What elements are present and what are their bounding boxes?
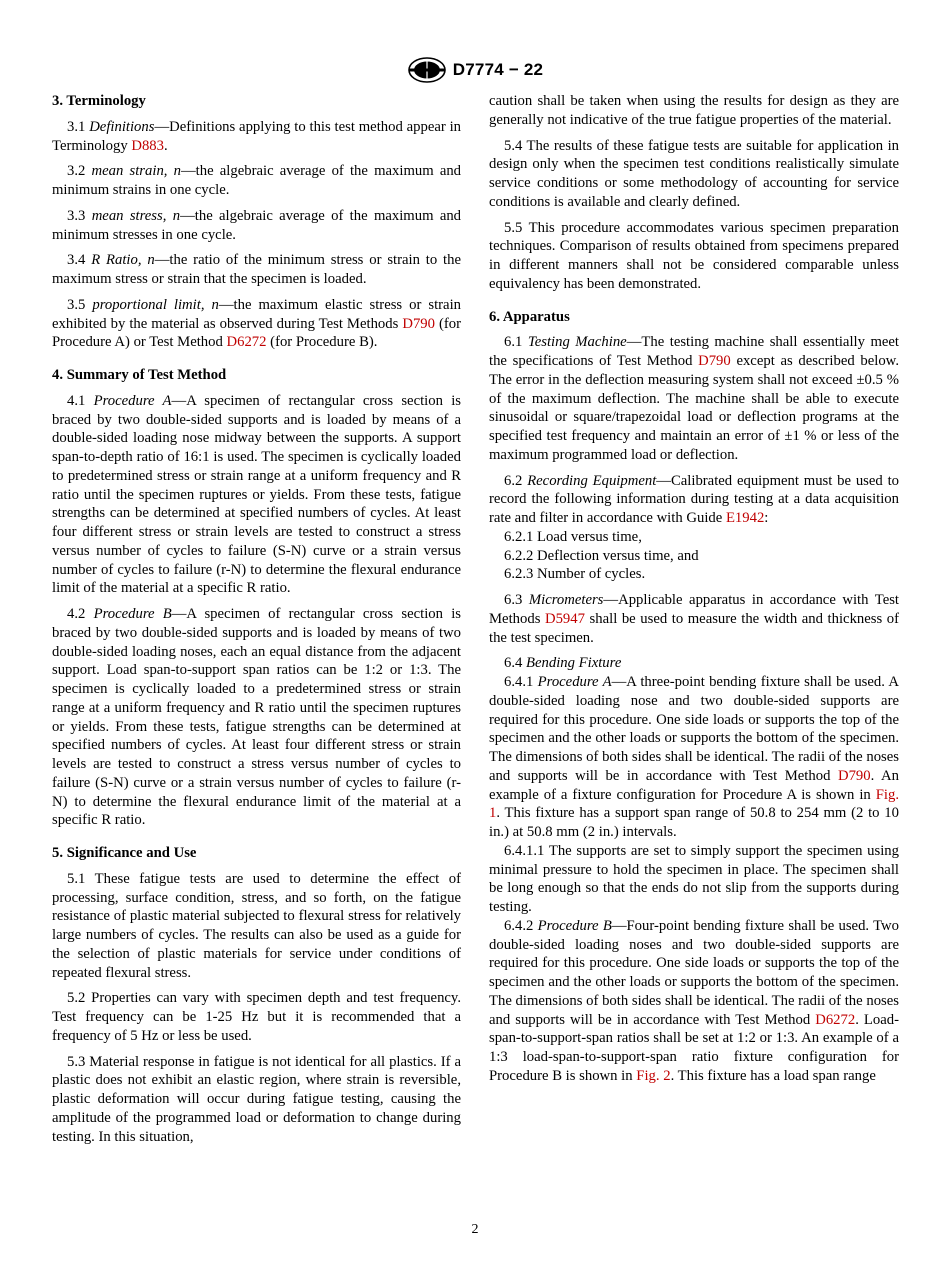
paragraph-5-3-continued: caution shall be taken when using the results for design as they are generally not indicative of the true fatigue properties of the material. (489, 93, 899, 128)
reference-link-d883[interactable]: D883 (131, 137, 164, 154)
paragraph-5-3: 5.3 Material response in fatigue is not identical for all plastics. If a plastic does not exhibit an elastic region, where strain is reversible, plastic deformation will occur during fatigue testing, causing the amplitude of the programmed load or deformation to change during testing. In this situation, (52, 1053, 461, 1145)
figure-link-fig-2[interactable]: Fig. 2 (636, 1067, 671, 1084)
paragraph-6-2-3: 6.2.3 Number of cycles. (504, 566, 646, 583)
reference-link-d6272[interactable]: D6272 (226, 334, 267, 351)
paragraph-3-2: 3.2 mean strain, n—the algebraic average of the maximum and minimum strains in one cycle. (52, 163, 462, 198)
paragraph-5-4: 5.4 The results of these fatigue tests are suitable for application in design only when the specimen test conditions realistically simulate service conditions or some methodology of accounting for service conditions is available and clearly defined. (489, 137, 899, 210)
section-heading: 5. Significance and Use (52, 845, 197, 861)
paragraph-5-1: 5.1 These fatigue tests are used to determine the effect of processing, surface condition, stress, and so forth, on the fatigue resistance of plastic material subjected to flexural stress for relatively large numbers of cycles. The results can also be used as a guide for the selection of plastic materials for service under conditions of repeated flexural stress. (52, 870, 461, 981)
paragraph-4-2: 4.2 Procedure B—A specimen of rectangular cross section is braced by two double-sided supports and is loaded by means of two double-sided loading noses, each an equal distance from the adjacent support. Load span-to-support span ratios can be 1:2 or 1:3. The specimen is cyclically loaded to a predetermined stress or strain range at a uniform frequency and R ratio until the specimen ruptures or yields. From these tests, fatigue strengths can be determined at specified numbers of cycles. At least four different stress or strain levels are tested to construct a stress versus number of cycles to failure (S-N) curve or a strain versus number of cycles to failure (r-N) to determine the flexural endurance limit of the material at a specific R ratio. (52, 606, 462, 829)
paragraph-6-1: 6.1 Testing Machine—The testing machine shall essentially meet the specifications of Test Method D790 except as described below. The error in the deflection measuring system shall not exceed ±0.5 % of the maximum deflection. The machine shall be able to execute sinusoidal or square/trapezoidal load or deflection programs at the specified test frequency and maintain an error of ±1 % or less of the maximum programmed load or deflection. (489, 334, 900, 463)
paragraph-6-3: 6.3 Micrometers—Applicable apparatus in accordance with Test Methods D5947 shall be used to measure the width and thickness of the test specimen. (489, 592, 900, 646)
reference-link-d790[interactable]: D790 (837, 767, 871, 784)
paragraph-5-2: 5.2 Properties can vary with specimen depth and test frequency. Test frequency can be 1-25 Hz but it is recommended that a frequency of 5 Hz or less be used. (52, 990, 461, 1044)
paragraph-3-5: 3.5 proportional limit, n—the maximum elastic stress or strain exhibited by the material as observed during Test Methods D790 (for Procedure A) or Test Method D6272 (for Procedure B). (52, 296, 461, 351)
reference-link-d6272[interactable]: D6272 (815, 1011, 856, 1028)
reference-link-e1942[interactable]: E1942 (725, 510, 765, 526)
page-number: 2 (471, 1222, 479, 1237)
section-heading: 6. Apparatus (489, 308, 570, 325)
paragraph-6-2: 6.2 Recording Equipment—Calibrated equipment must be used to record the following information during testing at a data acquisition rate and filter in accordance with Guide E1942: (489, 472, 900, 526)
paragraph-3-1: 3.1 Definitions—Definitions applying to this test method appear in Terminology D883. (52, 118, 461, 154)
paragraph-3-4: 3.4 R Ratio, n—the ratio of the minimum stress or strain to the maximum stress or strain that the specimen is loaded. (52, 252, 462, 287)
reference-link-d790[interactable]: D790 (698, 353, 731, 369)
paragraph-6-4-1: 6.4.1 Procedure A—A three-point bending fixture shall be used. A double-sided loading nose and two double-sided supports are required for this procedure. One side loads or supports the top of the specimen and the other loads or supports the bottom of the specimen. The dimensions of both sides shall be identical. The radii of the noses and supports will be in accordance with Test Method D790. An example of a fixture configuration for Procedure A is shown in Fig. 1. This fixture has a support span range of 50.8 to 254 mm (2 to 10 in.) at 50.8 mm (2 in.) intervals. (489, 674, 900, 840)
section-heading: 4. Summary of Test Method (52, 367, 227, 383)
paragraph-3-3: 3.3 mean stress, n—the algebraic average of the maximum and minimum stresses in one cycle. (52, 207, 462, 243)
paragraph-6-2-2: 6.2.2 Deflection versus time, and (504, 547, 699, 564)
section-heading: 3. Terminology (52, 93, 146, 109)
reference-link-d790[interactable]: D790 (402, 315, 435, 332)
paragraph-6-4-1-1: 6.4.1.1 The supports are set to simply support the specimen using minimal pressure to hold the specimen in place. The specimen shall be long enough so that the ends do not slip from the supports during testing. (489, 842, 899, 915)
reference-link-d5947[interactable]: D5947 (544, 610, 585, 627)
paragraph-6-4: 6.4 Bending Fixture (504, 655, 622, 672)
page-header (0, 56, 950, 84)
astm-logo-icon (407, 57, 447, 83)
right-column (489, 92, 899, 1086)
paragraph-5-5: 5.5 This procedure accommodates various specimen preparation techniques. Comparison of results obtained from specimens prepared in different manners shall not be considered comparable unless equivalency has been demonstrated. (489, 219, 899, 292)
document-designation: D7774 − 22 (452, 60, 544, 79)
paragraph-6-4-2: 6.4.2 Procedure B—Four-point bending fixture shall be used. Two double-sided loading noses and two double-sided supports are required for this procedure. One side loads or supports the top of the specimen and the other loads or supports the bottom of the specimen. The dimensions of both sides shall be identical. The radii of the noses and supports will be in accordance with Test Method D6272. Load-span-to-support-span ratios shall be set at 1:2 or 1:3. An example of a 1:3 load-span-to-support-span ratio fixture configuration for Procedure B is shown in Fig. 2. This fixture has a load span range (489, 917, 899, 1084)
left-column (52, 92, 461, 1153)
paragraph-6-2-1: 6.2.1 Load versus time, (504, 528, 642, 545)
paragraph-4-1: 4.1 Procedure A—A specimen of rectangular cross section is braced by two double-sided supports and is loaded by means of a double-sided loading nose midway between the supports. A support span-to-depth ratio of 16:1 is used. The specimen is cyclically loaded to predetermined stress or strain range at a uniform frequency and R ratio until the specimen ruptures or yields. From these tests, fatigue strengths can be determined at specified numbers of cycles. At least four different stress or strain levels are tested to construct a stress versus number of cycles to failure (S-N) curve or a strain versus number of cycles to failure (r-N) to determine the flexural endurance limit of the material at a specific R ratio. (52, 392, 462, 597)
figure-link-fig-1[interactable]: Fig. 1 (489, 786, 899, 822)
